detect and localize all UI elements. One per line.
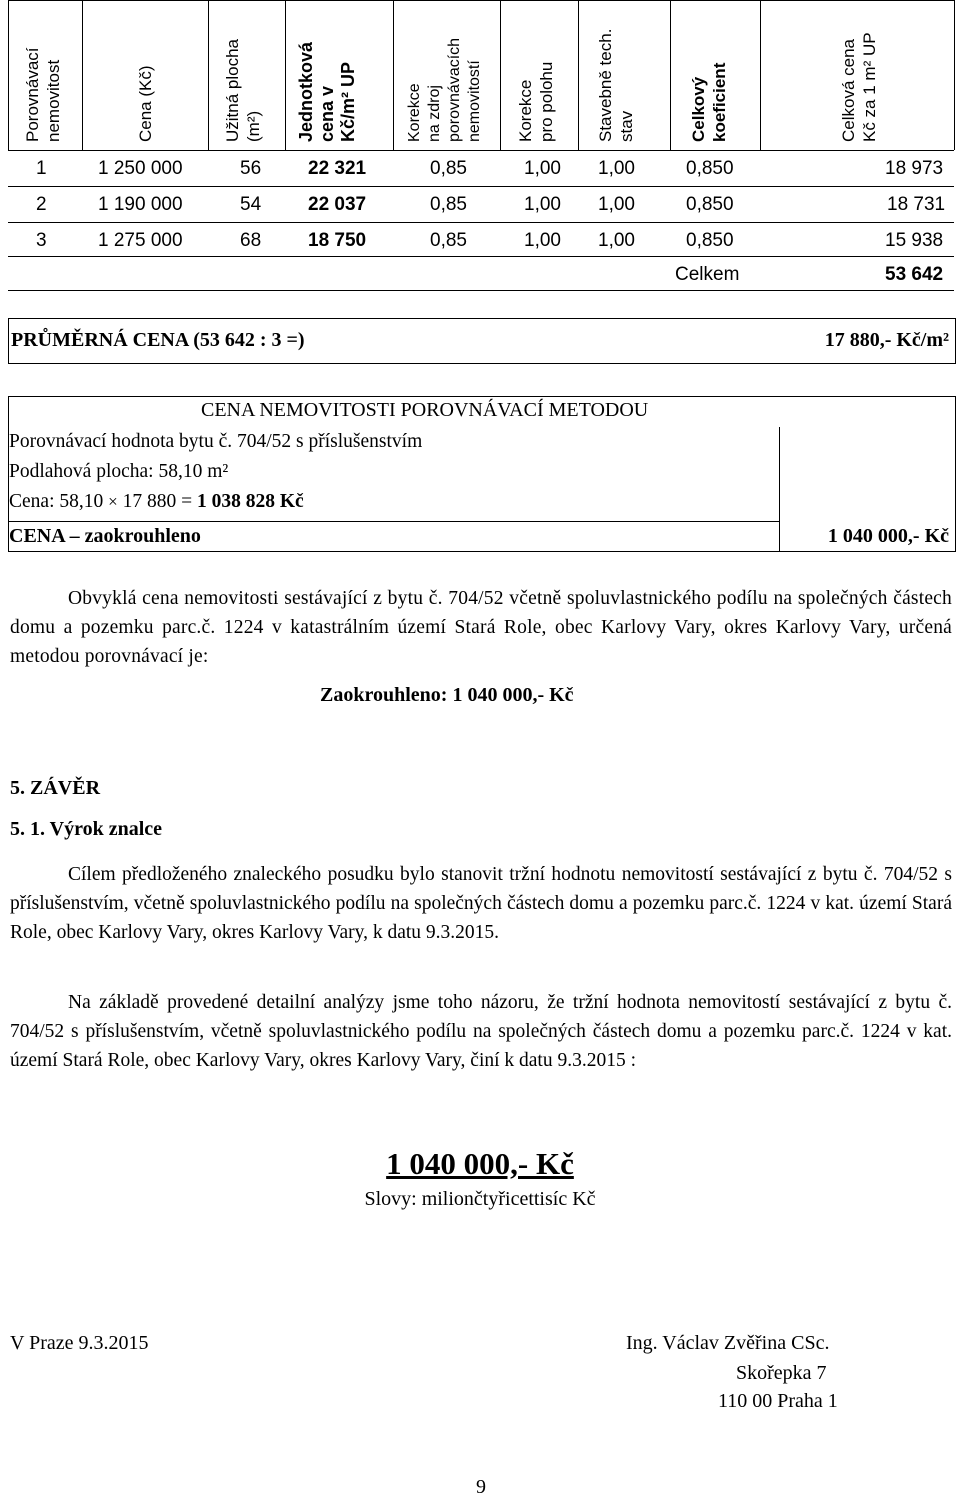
method-line-comparison-value: Porovnávací hodnota bytu č. 704/52 s příslušenstvím [9,431,423,452]
cell-area: 68 [240,230,262,251]
page-number: 9 [476,1476,486,1498]
final-value-in-words: Slovy: miliončtyřicettisíc Kč [364,1188,596,1210]
cell-unit-price: 18 750 [308,230,367,251]
table-row [0,224,960,258]
method-title: CENA NEMOVITOSTI POROVNÁVACÍ METODOU [201,399,649,421]
cell-k1: 0,85 [430,230,467,251]
cell-unit-price: 22 321 [308,158,367,179]
subsection-heading: 5. 1. Výrok znalce [10,818,163,840]
cell-coef: 0,850 [686,158,734,179]
col-divider [285,0,286,150]
cell-price: 1 190 000 [98,194,183,215]
average-price-box [8,318,956,364]
col-divider [208,0,209,150]
cell-k3: 1,00 [598,194,635,215]
table-row [0,188,960,222]
method-rounded-label: CENA – zaokrouhleno [9,525,201,547]
table-top-border [8,0,954,1]
cell-k3: 1,00 [598,158,635,179]
cell-price: 1 275 000 [98,230,183,251]
cell-no: 2 [36,194,47,215]
conclusion-paragraph-1: Cílem předloženého znaleckého posudku bylo stanovit tržní hodnotu nemovitostí sestávající z bytu č. 704/52 s příslušenstvím, včetně spoluvlastnického podílu na společných částech domu a pozemku parc.č. 1224 v kat. území Stará Role, obec Karlovy Vary, okres Karlovy Vary, k datu 9.3.2015. [10,864,952,943]
expert-name: Ing. Václav Zvěřina CSc. [626,1332,830,1354]
sum-value: 53 642 [885,264,944,285]
header-unit-price: Jednotková cena v Kč/m² UP [296,41,358,142]
usual-price-paragraph: Obvyklá cena nemovitosti sestávající z bytu č. 704/52 včetně spoluvlastnického podílu na společných částech domu a pozemku parc.č. 1224 v katastrálním území Stará Role, obec Karlovy Vary, okres Karlovy Vary, určená metodou porovnávací je: [10,588,952,667]
method-line-floor-area: Podlahová plocha: 58,10 m² [9,461,229,482]
average-price-value: 17 880,- Kč/m² [824,329,949,351]
header-total-price-per-m2: Celková cena Kč za 1 m² UP [839,32,879,142]
cell-total: 18 973 [885,158,944,179]
cell-k1: 0,85 [430,158,467,179]
col-divider [82,0,83,150]
expert-city: 110 00 Praha 1 [718,1390,838,1412]
header-comparison-property: Porovnávací nemovitost [23,47,63,142]
final-value: 1 040 000,- Kč [386,1146,574,1181]
cell-total: 18 731 [887,194,946,215]
comparison-method-box [8,396,956,552]
average-price-label: PRŮMĚRNÁ CENA (53 642 : 3 =) [11,329,305,351]
cell-area: 54 [240,194,262,215]
cell-no: 1 [36,158,47,179]
conclusion-paragraph-2: Na základě provedené detailní analýzy jsme toho názoru, že tržní hodnota nemovitostí sestávající z bytu č. 704/52 s příslušenstvím, včetně spoluvlastnického podílu na společných částech domu a pozemku parc.č. 1224 v kat. území Stará Role, obec Karlovy Vary, okres Karlovy Vary, činí k datu 9.3.2015 : [10,992,952,1071]
method-rounded-value: 1 040 000,- Kč [827,525,949,547]
col-divider [578,0,579,150]
cell-no: 3 [36,230,47,251]
box-divider [9,521,779,522]
header-price: Cena (Kč) [136,65,155,142]
col-divider [954,0,955,150]
cell-coef: 0,850 [686,194,734,215]
cell-coef: 0,850 [686,230,734,251]
expert-street: Skořepka 7 [736,1362,827,1384]
col-divider [760,0,761,150]
table-row [0,152,960,186]
col-divider [393,0,394,150]
row-divider [8,186,954,187]
cell-k1: 0,85 [430,194,467,215]
method-line-price: Cena: 58,10 × 17 880 = 1 038 828 Kč [9,491,304,512]
usual-price-rounded: Zaokrouhleno: 1 040 000,- Kč [320,684,574,706]
sum-label: Celkem [675,264,740,285]
cell-k2: 1,00 [524,230,561,251]
col-divider [500,0,501,150]
section-heading: 5. ZÁVĚR [10,777,101,799]
cell-area: 56 [240,158,262,179]
table-sum-row [0,258,960,292]
header-total-coefficient: Celkový koeficient [689,62,729,142]
row-divider [8,222,954,223]
cell-price: 1 250 000 [98,158,183,179]
table-bottom-border [8,290,954,291]
header-source-correction: Korekce na zdroj porovnávacích nemovitostí [406,37,483,142]
place-date: V Praze 9.3.2015 [10,1332,149,1354]
cell-k2: 1,00 [524,194,561,215]
header-technical-state: Stavebně tech. stav [596,28,636,142]
cell-unit-price: 22 037 [308,194,367,215]
header-location-correction: Korekce pro polohu [516,61,556,142]
header-usable-area: Užitná plocha (m²) [223,38,263,142]
table-header-divider [8,150,954,151]
cell-k2: 1,00 [524,158,561,179]
row-divider [8,256,954,257]
col-divider [670,0,671,150]
col-divider [8,0,9,150]
cell-k3: 1,00 [598,230,635,251]
box-divider [779,427,780,551]
cell-total: 15 938 [885,230,944,251]
